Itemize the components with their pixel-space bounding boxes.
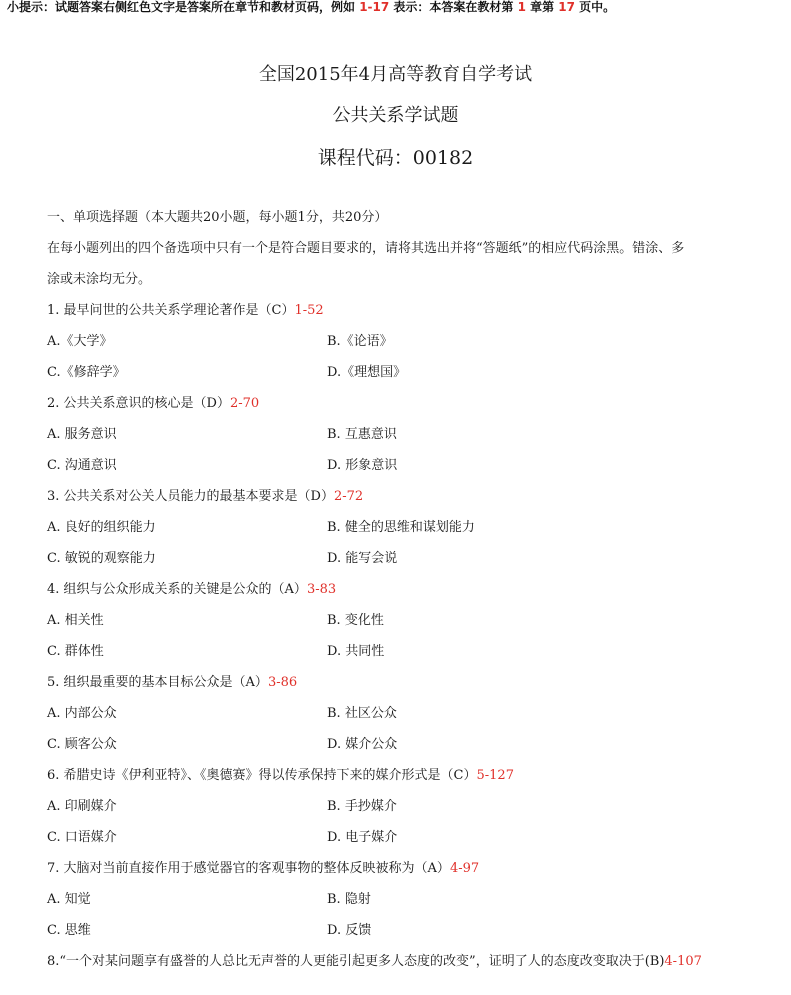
question-text: 1. 最早问世的公共关系学理论著作是（C） <box>47 303 295 318</box>
option-c: C.《修辞学》 <box>47 365 126 380</box>
question-7 <box>47 861 479 877</box>
option-d: D. 电子媒介 <box>327 830 398 845</box>
option-d: D. 形象意识 <box>327 458 398 473</box>
option-a: A. 知觉 <box>47 892 91 907</box>
option-c: C. 沟通意识 <box>47 458 117 473</box>
answer-page-ref: 3-86 <box>267 675 298 690</box>
question-5 <box>47 675 297 691</box>
option-c: C. 思维 <box>47 923 91 938</box>
question-8 <box>47 954 702 970</box>
option-b: B.《论语》 <box>327 334 393 349</box>
question-2 <box>47 396 259 412</box>
option-a: A.《大学》 <box>47 334 113 349</box>
hint-chapter: 1 <box>517 0 526 14</box>
option-d: D. 能写会说 <box>327 551 398 566</box>
option-d: D. 共同性 <box>327 644 385 659</box>
section-instruction-line-2: 涂或未涂均无分。 <box>47 272 152 287</box>
question-1 <box>47 303 324 319</box>
option-c: C. 敏锐的观察能力 <box>47 551 156 566</box>
option-b: B. 社区公众 <box>327 706 397 721</box>
option-a: A. 印刷媒介 <box>47 799 117 814</box>
question-text: 7. 大脑对当前直接作用于感觉器官的客观事物的整体反映被称为（A） <box>47 861 450 876</box>
option-b: B. 隐射 <box>327 892 371 907</box>
answer-page-ref: 3-83 <box>306 582 337 597</box>
hint-example-ref: 1-17 <box>359 0 390 14</box>
question-text: 4. 组织与公众形成关系的关键是公众的（A） <box>47 582 307 597</box>
option-a: A. 服务意识 <box>47 427 117 442</box>
option-b: B. 变化性 <box>327 613 384 628</box>
answer-hint-banner <box>7 0 615 14</box>
answer-page-ref: 4-97 <box>449 861 480 876</box>
question-text: 5. 组织最重要的基本目标公众是（A） <box>47 675 268 690</box>
option-b: B. 手抄媒介 <box>327 799 397 814</box>
option-a: A. 良好的组织能力 <box>47 520 156 535</box>
hint-suffix: 页中。 <box>575 0 616 14</box>
hint-chapter-suffix: 章第 <box>525 0 559 14</box>
course-code: 课程代码：00182 <box>317 147 474 169</box>
answer-page-ref: 2-70 <box>229 396 260 411</box>
option-d: D. 媒介公众 <box>327 737 398 752</box>
section-instruction-line-1: 在每小题列出的四个备选项中只有一个是符合题目要求的，请将其选出并将“答题纸”的相应代码涂黑。错涂、多 <box>47 241 685 256</box>
question-3 <box>47 489 363 505</box>
option-c: C. 群体性 <box>47 644 104 659</box>
option-c: C. 顾客公众 <box>47 737 117 752</box>
answer-page-ref: 4-107 <box>664 954 702 969</box>
option-c: C. 口语媒介 <box>47 830 117 845</box>
hint-prefix: 小提示：试题答案右侧红色文字是答案所在章节和教材页码，例如 <box>7 0 360 14</box>
question-text: 8.“一个对某问题享有盛誉的人总比无声誉的人更能引起更多人态度的改变”，证明了人的态度改变取决于(B) <box>47 954 665 969</box>
option-d: D. 反馈 <box>327 923 372 938</box>
exam-subject: 公共关系学试题 <box>332 105 459 126</box>
answer-page-ref: 5-127 <box>476 768 514 783</box>
question-text: 3. 公共关系对公关人员能力的最基本要求是（D） <box>47 489 334 504</box>
question-6 <box>47 768 514 784</box>
option-d: D.《理想国》 <box>327 365 407 380</box>
hint-page: 17 <box>558 0 575 14</box>
hint-middle: 表示：本答案在教材第 <box>389 0 518 14</box>
answer-page-ref: 1-52 <box>294 303 324 318</box>
option-b: B. 互惠意识 <box>327 427 397 442</box>
question-text: 6. 希腊史诗《伊利亚特》、《奥德赛》得以传承保持下来的媒介形式是（C） <box>47 768 477 783</box>
option-b: B. 健全的思维和谋划能力 <box>327 520 475 535</box>
option-a: A. 内部公众 <box>47 706 117 721</box>
exam-title: 全国2015年4月高等教育自学考试 <box>258 64 533 85</box>
answer-page-ref: 2-72 <box>333 489 364 504</box>
option-a: A. 相关性 <box>47 613 104 628</box>
question-text: 2. 公共关系意识的核心是（D） <box>47 396 230 411</box>
question-4 <box>47 582 336 598</box>
section-title: 一、单项选择题（本大题共20小题，每小题1分，共20分） <box>47 210 388 225</box>
